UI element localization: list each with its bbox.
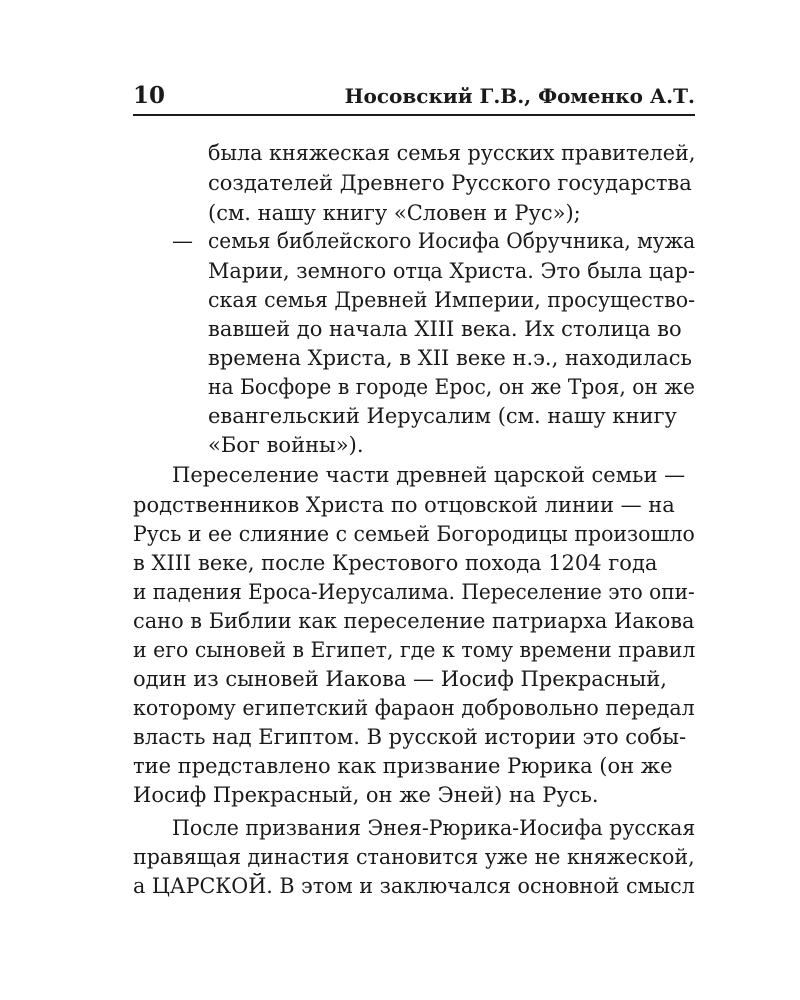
page-number: 10 <box>133 82 166 109</box>
list-dash: — <box>172 229 193 253</box>
text-line: и его сыновей в Египет, где к тому времени правил <box>133 638 696 662</box>
text-line: создателей Древнего Русского государства <box>208 171 692 195</box>
text-line: которому египетский фараон добровольно передал <box>133 696 695 720</box>
text-line: власть над Египтом. В русской истории это собы- <box>133 725 687 749</box>
text-line: Русь и ее слияние с семьей Богородицы произошло <box>133 522 695 546</box>
text-line: После призвания Энея-Рюрика-Иосифа русская <box>172 816 696 840</box>
text-line: тие представлено как призвание Рюрика (он же <box>133 754 673 778</box>
text-line: (см. нашу книгу «Словен и Рус»); <box>208 201 581 225</box>
text-line: правящая династия становится уже не княжеской, <box>133 845 695 869</box>
text-line: была княжеская семья русских правителей, <box>208 141 696 165</box>
text-line: евангельский Иерусалим (см. нашу книгу <box>208 404 677 428</box>
text-line: Переселение части древней царской семьи — <box>172 463 686 487</box>
text-line: семья библейского Иосифа Обручника, мужа <box>208 229 696 253</box>
running-head-authors: Носовский Г.В., Фоменко А.Т. <box>344 84 695 108</box>
text-line: «Бог войны»). <box>208 433 364 457</box>
text-line: один из сыновей Иакова — Иосиф Прекрасный, <box>133 667 667 691</box>
text-line: сано в Библии как переселение патриарха Иакова <box>133 609 695 633</box>
text-line: Марии, земного отца Христа. Это была цар- <box>208 259 696 283</box>
text-line: и падения Ероса-Иерусалима. Переселение это опи- <box>133 580 695 604</box>
text-line: ская семья Древней Империи, просущество- <box>208 288 696 312</box>
text-line: Иосиф Прекрасный, он же Эней) на Русь. <box>133 783 599 807</box>
text-line: на Босфоре в городе Ерос, он же Троя, он же <box>208 375 695 399</box>
text-line: родственников Христа по отцовской линии — на <box>133 493 675 517</box>
text-line: времена Христа, в XII веке н.э., находилась <box>208 346 692 370</box>
text-line: в XIII веке, после Крестового похода 1204 года <box>133 551 658 575</box>
page-header <box>133 80 695 116</box>
text-line: вавшей до начала XIII века. Их столица во <box>208 317 682 341</box>
text-line: а ЦАРСКОЙ. В этом и заключался основной смысл <box>133 874 695 898</box>
